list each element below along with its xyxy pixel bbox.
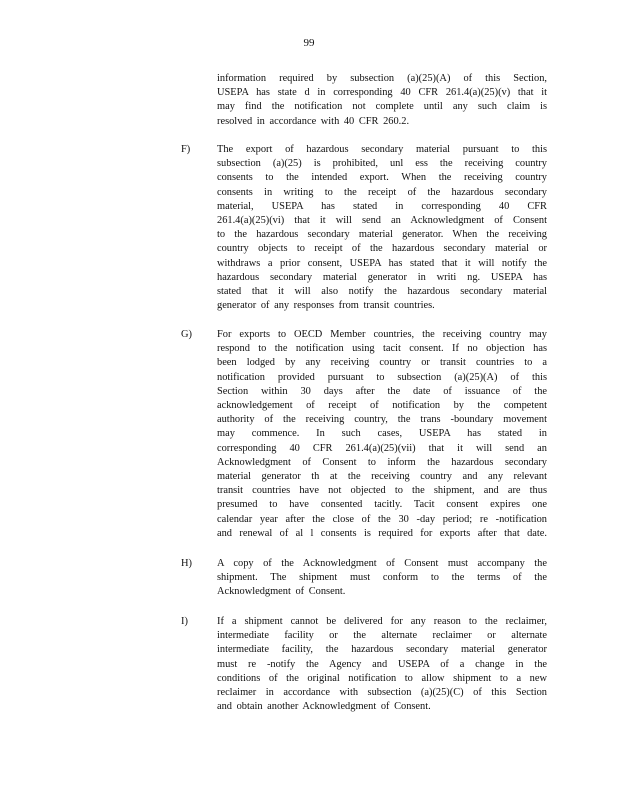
page-number: 99	[303, 37, 315, 49]
section-marker-h: H)	[181, 558, 192, 569]
text-line: resolved in accordance with 40 CFR 260.2.	[217, 115, 410, 127]
text-line: been lodged by any receiving country or transit countries to a	[217, 357, 547, 369]
text-line: Section within 30 days after the date of issuance of the	[217, 385, 547, 397]
text-line: subsection (a)(25) is prohibited, unl ess the receiving country	[217, 158, 547, 170]
text-line: authority of the receiving country, the trans -boundary movement	[217, 414, 547, 426]
text-line: notification provided pursuant to subsection (a)(25)(A) of this	[217, 371, 547, 383]
section-i-paragraph	[217, 615, 547, 714]
section-f-paragraph	[217, 143, 547, 313]
text-line: transit countries have not objected to the shipment, and are thus	[217, 485, 547, 497]
text-line: conditions of the original notification to allow shipment to a new	[217, 672, 547, 684]
text-line: The export of hazardous secondary material pursuant to this	[217, 144, 547, 155]
text-line: intermediate facility or the alternate reclaimer or alternate	[217, 630, 547, 642]
text-line: corresponding 40 CFR 261.4(a)(25)(vii) that it will send an	[217, 442, 547, 454]
text-line: Acknowledgment of Consent to inform the hazardous secondary	[217, 456, 547, 468]
text-line: For exports to OECD Member countries, the receiving country may	[217, 329, 547, 340]
text-line: respond to the notification using tacit consent. If no objection has	[217, 343, 547, 355]
intro-paragraph	[217, 72, 547, 129]
text-line: withdraws a prior consent, USEPA has stated that it will notify the	[217, 257, 547, 269]
text-line: and obtain another Acknowledgment of Consent.	[217, 701, 431, 713]
text-line: material generator th at the receiving country and any relevant	[217, 471, 547, 483]
text-line: may find the notification not complete until any such claim is	[217, 101, 547, 113]
text-line: shipment. The shipment must conform to the terms of the	[217, 572, 547, 584]
text-line: hazardous secondary material generator in writi ng. USEPA has	[217, 271, 547, 283]
section-marker-i: I)	[181, 616, 188, 627]
text-line: If a shipment cannot be delivered for any reason to the reclaimer,	[217, 616, 547, 627]
section-marker-g: G)	[181, 329, 192, 340]
text-line: and renewal of al l consents is required for exports after that date.	[217, 527, 547, 539]
text-line: material, USEPA has stated in corresponding 40 CFR	[217, 200, 547, 212]
text-line: reclaimer in accordance with subsection (a)(25)(C) of this Section	[217, 687, 547, 699]
text-line: calendar year after the close of the 30 -day period; re -notification	[217, 513, 547, 525]
text-line: to the hazardous secondary material generator. When the receiving	[217, 229, 547, 241]
text-line: consents in writing to the receipt of the hazardous secondary	[217, 186, 547, 198]
text-line: must re -notify the Agency and USEPA of a change in the	[217, 658, 547, 670]
text-line: acknowledgement of receipt of notification by the competent	[217, 400, 547, 412]
text-line: stated that it will also notify the hazardous secondary material	[217, 286, 547, 298]
text-line: intermediate facility, the hazardous secondary material generator	[217, 644, 547, 656]
text-line: generator of any responses from transit countries.	[217, 300, 435, 312]
text-line: A copy of the Acknowledgment of Consent must accompany the	[217, 558, 547, 569]
text-line: country objects to receipt of the hazardous secondary material or	[217, 243, 547, 255]
text-line: consents to the intended export. When the receiving country	[217, 172, 547, 184]
text-line: USEPA has state d in corresponding 40 CFR 261.4(a)(25)(v) that it	[217, 87, 547, 99]
text-line: information required by subsection (a)(25)(A) of this Section,	[217, 73, 547, 84]
text-line: may commence. In such cases, USEPA has stated in	[217, 428, 547, 440]
section-g-paragraph	[217, 328, 547, 541]
text-line: 261.4(a)(25)(vi) that it will send an Acknowledgment of Consent	[217, 215, 547, 227]
section-h-paragraph	[217, 557, 547, 600]
text-line: Acknowledgment of Consent.	[217, 586, 346, 598]
section-marker-f: F)	[181, 144, 191, 155]
text-line: presumed to have consented tacitly. Tacit consent expires one	[217, 499, 547, 511]
